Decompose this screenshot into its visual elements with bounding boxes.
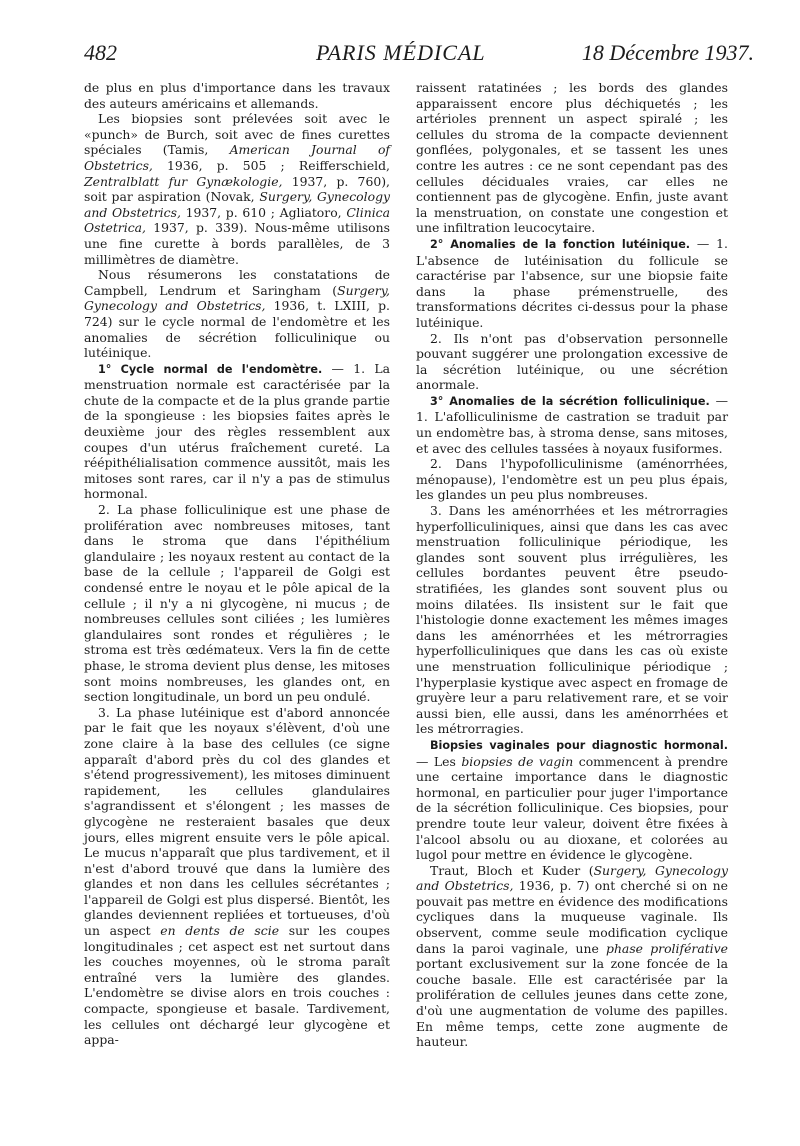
paragraph: 3. Dans les aménorrhées et les métrorragies hyperfolliculiniques, ainsi que dans les cas avec menstruation folliculinique périodique, les glandes sont souvent plus irrégulières, les cellules bordantes peuvent être pseudo-stratifiées, les glandes sont souvent plus ou moins dilatées. Ils insistent sur le fait que l'histologie donne exactement les mêmes images dans les aménorrhées et les métrorragies hyperfolliculiniques que dans les cas où existe une menstruation folliculinique périodique ; l'hyperplasie kystique avec aspect en fromage de gruyère leur a paru relativement rare, et se voir aussi bien, elle aussi, dans les aménorrhées et les métrorragies. [416,503,728,737]
section-heading: 1° Cycle normal de l'endomètre. [98,362,323,376]
section-heading: 3° Anomalies de la sécrétion folliculinique. [430,394,710,408]
paragraph: 3. La phase lutéinique est d'abord annoncée par le fait que les noyaux s'élèvent, d'où une zone claire à la base des cellules (ce signe apparaît d'abord près du col des glandes et s'étend progressivement), les mitoses diminuent rapidement, les cellules glandulaires s'agrandissent et s'élongent ; les masses de glycogène ne resteraient basales que deux jours, elles migrent ensuite vers le pôle apical. Le mucus n'apparaît que plus tardivement, et il n'est d'abord trouvé que dans la lumière des glandes et non dans les cellules sécrétantes ; l'appareil de Golgi est plus dispersé. Bientôt, les glandes deviennent repliées et tortueuses, d'où un aspect en dents de scie sur les coupes longitudinales ; cet aspect est net surtout dans les couches moyennes, où le stroma paraît entraîné vers la lumière des glandes. L'endomètre se divise alors en trois couches : compacte, spongieuse et basale. Tardivement, les cellules ont déchargé leur glycogène et appa- [84,704,390,1048]
left-column [84,80,390,1048]
paragraph: 2. La phase folliculinique est une phase de prolifération avec nombreuses mitoses, tant dans le stroma que dans l'épithélium glandulaire ; les noyaux restent au contact de la base de la cellule ; l'appareil de Golgi est condensé entre le noyau et le pôle apical de la cellule ; il n'y a ni glycogène, ni mucus ; de nombreuses cellules sont ciliées ; les lumières glandulaires sont rondes et régulières ; le stroma est très œdémateux. Vers la fin de cette phase, le stroma devient plus dense, les mitoses sont moins nombreuses, les glandes ont, en section longitudinale, un bord un peu ondulé. [84,502,390,705]
section-heading: Biopsies vaginales pour diagnostic hormonal. [430,738,728,752]
paragraph: raissent ratatinées ; les bords des glandes apparaissent encore plus déchiquetés ; les artérioles prennent un aspect spiralé ; les cellules du stroma de la compacte deviennent gonflées, polygonales, et se tassent les unes contre les autres : ce ne sont cependant pas des cellules déciduales vraies, car elles ne contiennent pas de glycogène. Enfin, juste avant la menstruation, on constate une congestion et une infiltration leucocytaire. [416,80,728,236]
issue-date: 18 Décembre 1937. [581,40,754,65]
journal-title: PARIS MÉDICAL [316,40,486,65]
section-paragraph: 3° Anomalies de la sécrétion folliculinique. — 1. L'afolliculinisme de castration se traduit par un endomètre bas, à stroma dense, sans mitoses, et avec des cellules tassées à noyaux fusiformes. [416,392,728,456]
paragraph: 2. Ils n'ont pas d'observation personnelle pouvant suggérer une prolongation excessive de la sécrétion lutéinique, ou une sécrétion anormale. [416,330,728,393]
paragraph: 2. Dans l'hypofolliculinisme (aménorrhées, ménopause), l'endomètre est un peu plus épais, les glandes un peu plus nombreuses. [416,456,728,503]
right-column [416,80,728,1050]
section-heading: 2° Anomalies de la fonction lutéinique. [430,237,691,251]
paragraph: de plus en plus d'importance dans les travaux des auteurs américains et allemands. [84,80,390,111]
section-paragraph: Biopsies vaginales pour diagnostic hormonal. — Les biopsies de vagin commencent à prendre une certaine importance dans le diagnostic hormonal, en particulier pour juger l'importance de la sécrétion folliculinique. Ces biopsies, pour prendre toute leur valeur, doivent être fixées à l'alcool absolu ou au dioxane, et colorées au lugol pour mettre en évidence le glycogène. [416,738,728,863]
paragraph: Les biopsies sont prélevées soit avec le «punch» de Burch, soit avec de fines curettes spéciales (Tamis, American Journal of Obstetrics, 1936, p. 505 ; Reifferschield, Zentralblatt fur Gynækologie, 1937, p. 760), soit par aspiration (Novak, Surgery, Gynecology and Obstetrics, 1937, p. 610 ; Agliatoro, Clinica Ostetrica, 1937, p. 339). Nous-même utilisons une fine curette à bords parallèles, de 3 millimètres de diamètre. [84,111,390,267]
section-paragraph: 1° Cycle normal de l'endomètre. — 1. La menstruation normale est caractérisée par la chute de la compacte et de la plus grande partie de la spongieuse : les biopsies faites après le deuxième jour des règles ressemblent aux coupes d'un utérus fraîchement cureté. La réépithélialisation commence aussitôt, mais les mitoses sont rares, car il n'y a pas de stimulus hormonal. [84,360,390,502]
page-header [84,40,754,72]
section-paragraph: 2° Anomalies de la fonction lutéinique. — 1. L'absence de lutéinisation du follicule se caractérise par l'absence, sur une biopsie faite dans la phase prémenstruelle, des transformations décrites ci-dessus pour la phase lutéinique. [416,235,728,330]
paragraph: Nous résumerons les constatations de Campbell, Lendrum et Saringham (Surgery, Gynecology and Obstetrics, 1936, t. LXIII, p. 724) sur le cycle normal de l'endomètre et les anomalies de sécrétion folliculinique ou lutéinique. [84,267,390,361]
page-number: 482 [84,40,117,65]
paragraph: Traut, Bloch et Kuder (Surgery, Gynecology and Obstetrics, 1936, p. 7) ont cherché si on ne pouvait pas mettre en évidence des modifications cycliques dans la muqueuse vaginale. Ils observent, comme seule modification cyclique dans la paroi vaginale, une phase proliférative portant exclusivement sur la zone foncée de la couche basale. Elle est caractérisée par la prolifération de cellules jeunes dans cette zone, d'où une augmentation de volume des papilles. En même temps, cette zone augmente de hauteur. [416,862,728,1050]
